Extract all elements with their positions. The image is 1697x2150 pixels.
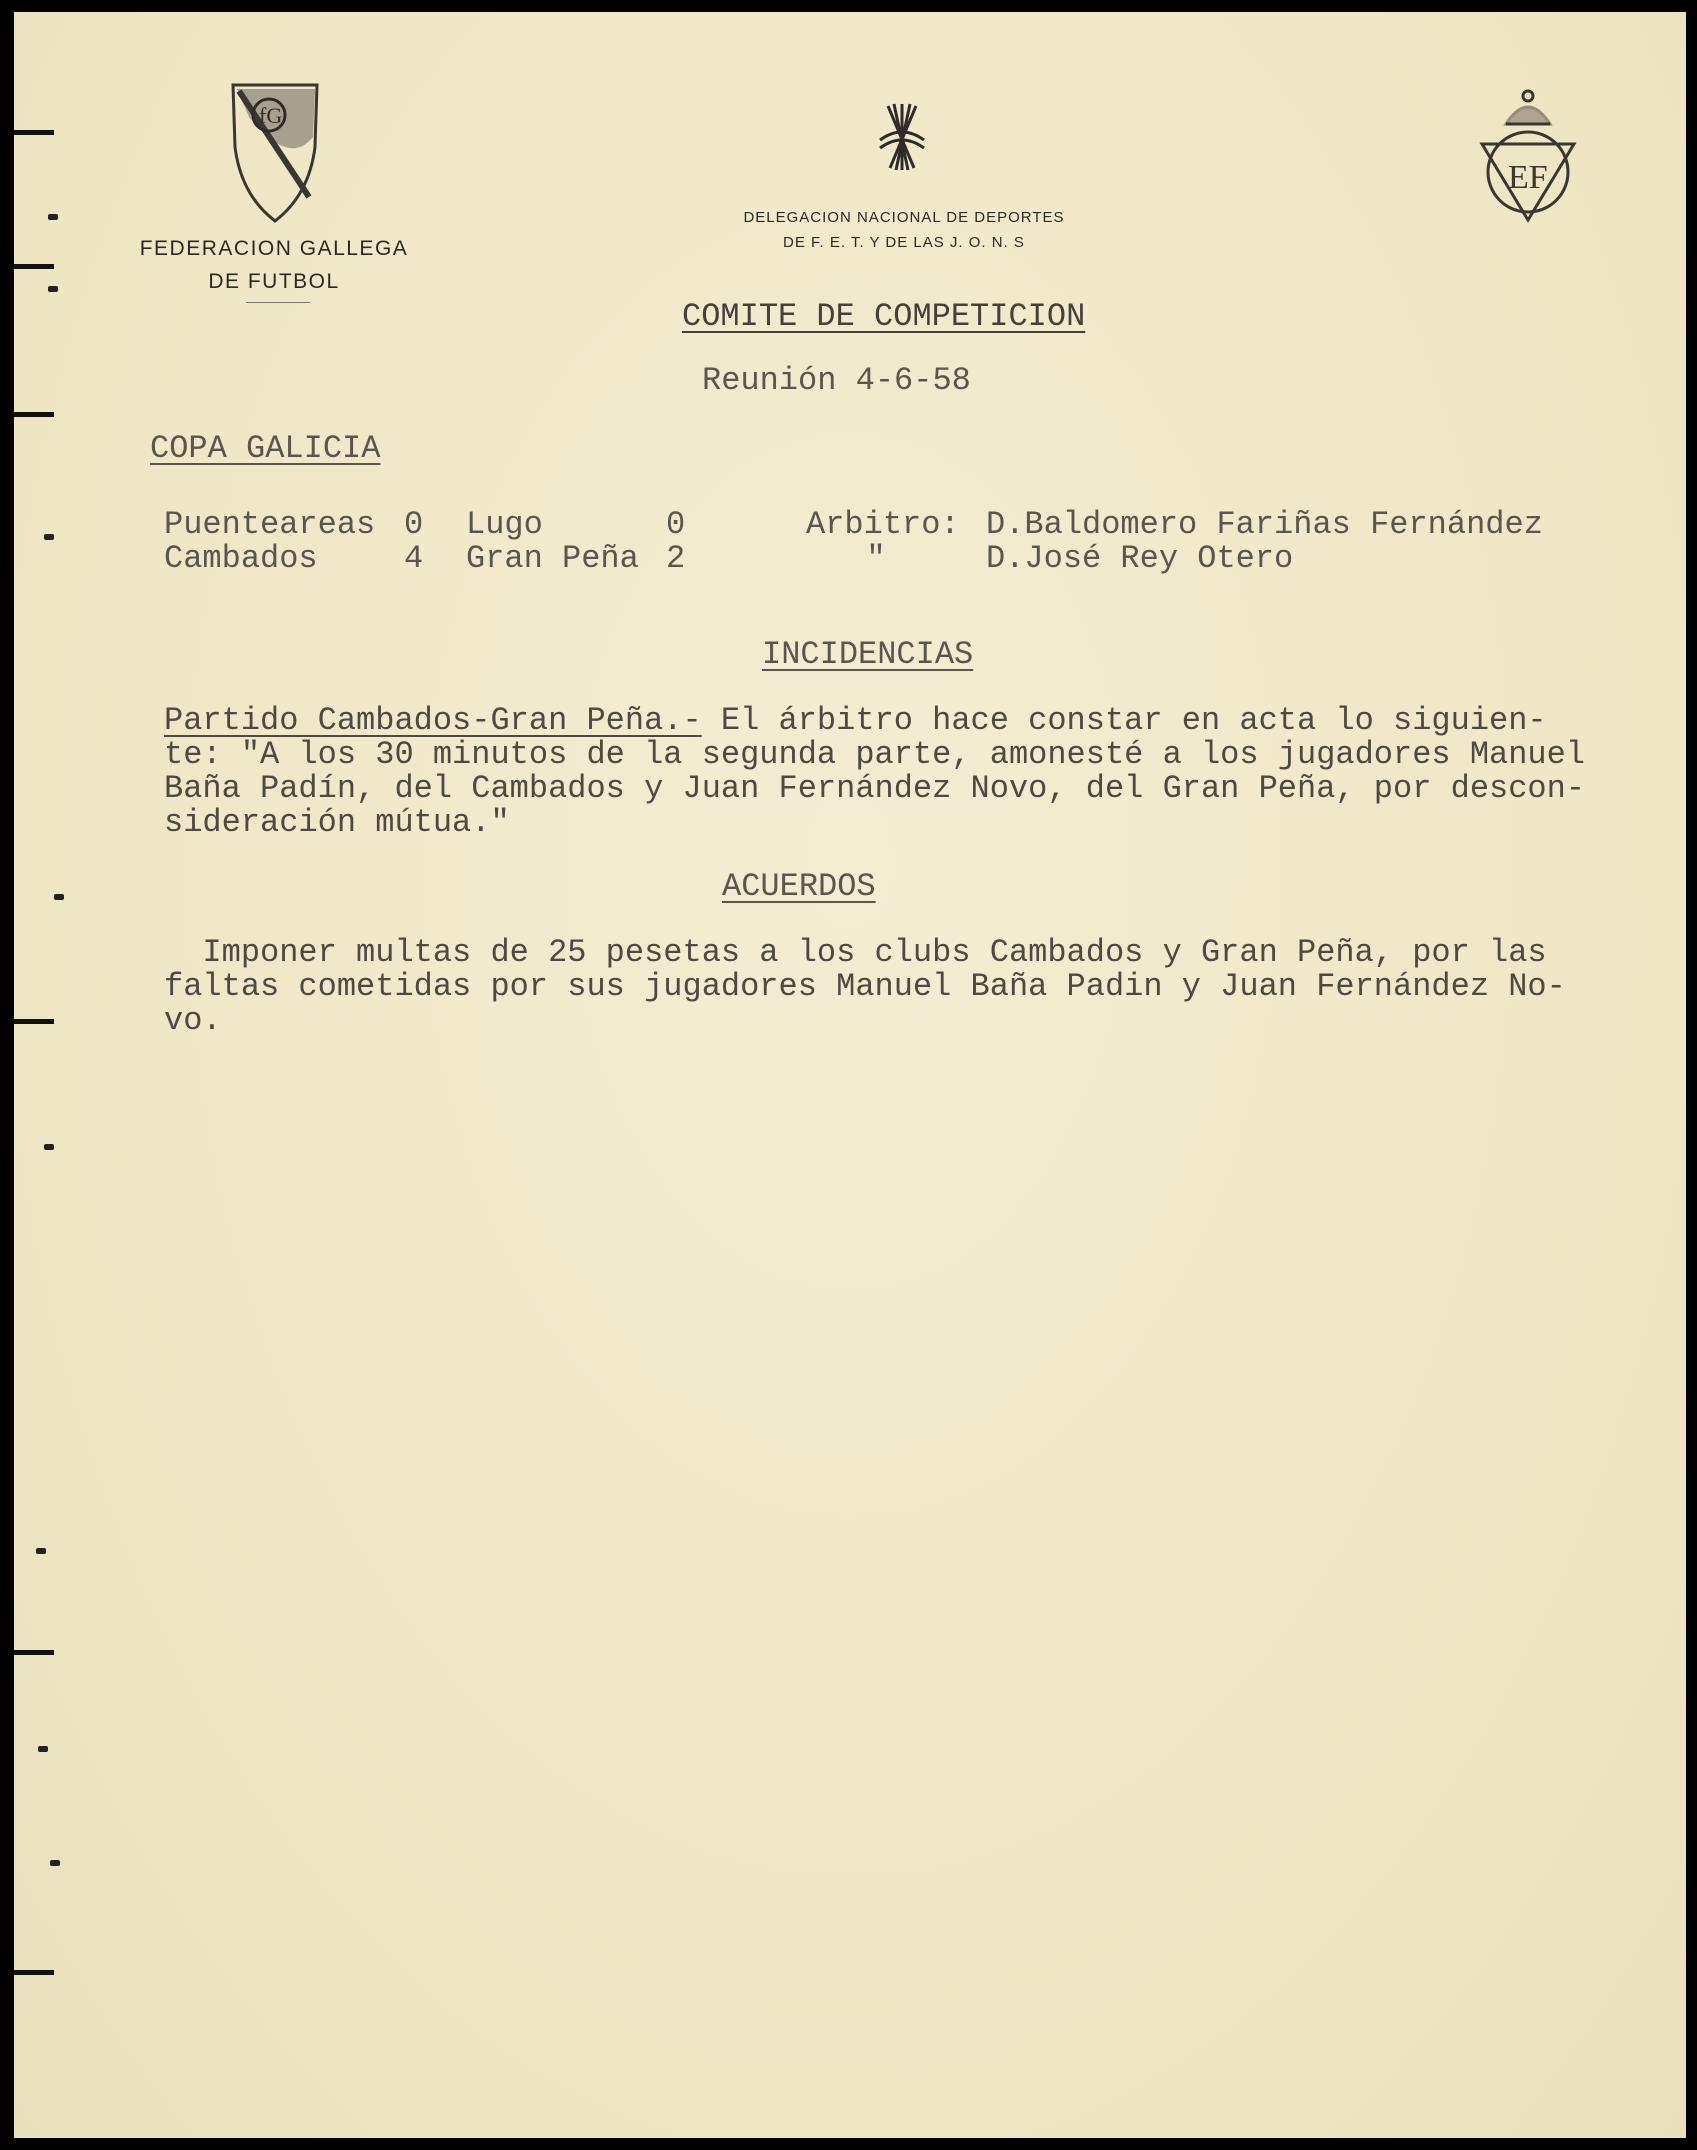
away-team: Gran Peña xyxy=(466,540,639,577)
binding-mark xyxy=(14,1970,54,1975)
edge-nick xyxy=(44,534,54,540)
competition-heading: COPA GALICIA xyxy=(150,430,381,467)
edge-nick xyxy=(38,1746,48,1752)
binding-mark xyxy=(14,412,54,417)
binding-mark xyxy=(14,1019,54,1024)
incidents-text xyxy=(164,704,1674,840)
edge-nick xyxy=(48,286,58,292)
agreements-line: faltas cometidas por sus jugadores Manuel Baña Padin y Juan Fernández No- xyxy=(164,968,1566,1005)
document-page xyxy=(14,12,1686,2138)
federacion-name: FEDERACION GALLEGA DE FUTBOL xyxy=(139,237,409,293)
binding-mark xyxy=(14,1650,54,1655)
referee-name: D.Baldomero Fariñas Fernández xyxy=(986,506,1543,543)
edge-nick xyxy=(44,1144,54,1150)
document-title: COMITE DE COMPETICION xyxy=(682,298,1086,335)
incidents-line: sideración mútua." xyxy=(164,804,510,841)
svg-text:EF: EF xyxy=(1508,159,1548,196)
home-score: 4 xyxy=(404,540,424,577)
federacion-crest-icon xyxy=(229,77,321,225)
meeting-date: Reunión 4-6-58 xyxy=(702,362,971,399)
incidents-heading: INCIDENCIAS xyxy=(762,636,974,673)
home-team: Cambados xyxy=(164,540,318,577)
rfef-crest-icon xyxy=(1476,84,1580,226)
incidents-line: Baña Padín, del Cambados y Juan Fernández Novo, del Gran Peña, por descon- xyxy=(164,770,1586,807)
referee-name: D.José Rey Otero xyxy=(986,540,1294,577)
delegacion-name: DELEGACION NACIONAL DE DEPORTES DE F. E. T. Y DE LAS J. O. N. S xyxy=(743,209,1065,251)
referee-label: Arbitro: xyxy=(806,506,960,543)
match-label: Partido Cambados-Gran Peña.- xyxy=(164,702,702,739)
away-team: Lugo xyxy=(466,506,543,543)
home-score: 0 xyxy=(404,506,424,543)
incidents-line: El árbitro hace constar en acta lo siguien- xyxy=(701,702,1547,739)
away-score: 2 xyxy=(666,540,686,577)
referee-label: " xyxy=(866,540,886,577)
binding-mark xyxy=(14,130,54,135)
result-row xyxy=(164,542,1543,576)
binding-mark xyxy=(14,264,54,269)
home-team: Puenteareas xyxy=(164,506,376,543)
agreements-line: vo. xyxy=(164,1002,222,1039)
edge-nick xyxy=(54,894,64,900)
agreements-line: Imponer multas de 25 pesetas a los clubs Cambados y Gran Peña, por las xyxy=(164,934,1547,971)
edge-nick xyxy=(48,214,58,220)
yoke-and-arrows-icon xyxy=(874,100,930,174)
results-table xyxy=(164,508,1543,576)
svg-text:fG: fG xyxy=(259,103,283,128)
away-score: 0 xyxy=(666,506,686,543)
edge-nick xyxy=(50,1860,60,1866)
edge-nick xyxy=(36,1548,46,1554)
incidents-line: te: "A los 30 minutos de la segunda parte, amonesté a los jugadores Manuel xyxy=(164,736,1586,773)
agreements-heading: ACUERDOS xyxy=(722,868,876,905)
agreements-text xyxy=(164,936,1674,1038)
divider xyxy=(246,302,310,303)
result-row xyxy=(164,508,1543,542)
